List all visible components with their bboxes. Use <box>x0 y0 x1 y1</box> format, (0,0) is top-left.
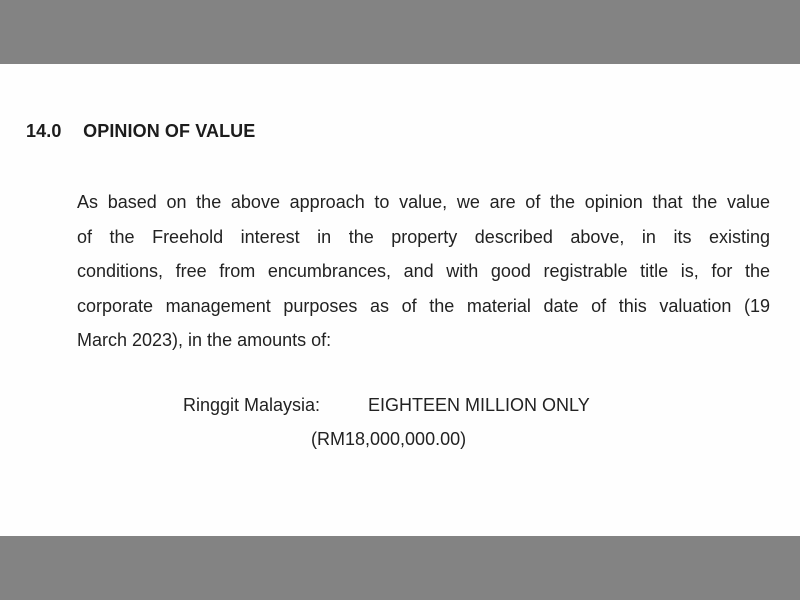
paragraph-line: corporate management purposes as of the material date of this valuation (19 <box>77 295 770 316</box>
bottom-grey-band <box>0 536 800 600</box>
currency-label: Ringgit Malaysia: <box>183 395 321 415</box>
section-title: OPINION OF VALUE <box>83 121 256 141</box>
section-number: 14.0 <box>26 121 62 141</box>
value-in-words: EIGHTEEN MILLION ONLY <box>368 395 590 415</box>
paragraph-line: March 2023), in the amounts of: <box>77 330 332 350</box>
paragraph-line: conditions, free from encumbrances, and with good registrable title is, for the <box>77 261 770 281</box>
opinion-paragraph <box>77 185 770 358</box>
document-page <box>0 64 800 536</box>
paragraph-line: of the Freehold interest in the property described above, in its existing <box>77 226 770 247</box>
section-heading <box>26 121 255 142</box>
paragraph-line: As based on the above approach to value, we are of the opinion that the value <box>77 192 770 212</box>
value-in-figures: (RM18,000,000.00) <box>311 429 467 449</box>
top-grey-band <box>0 0 800 64</box>
